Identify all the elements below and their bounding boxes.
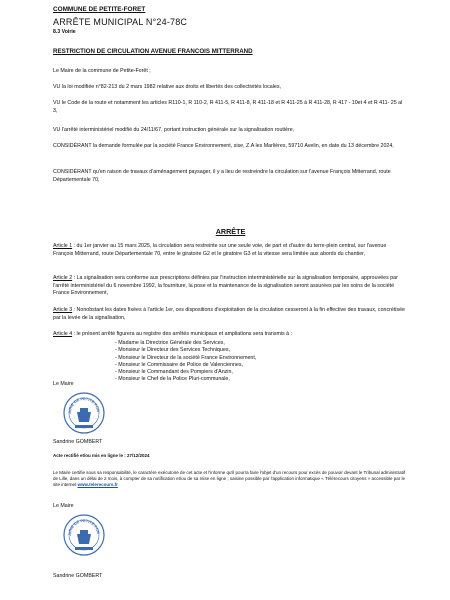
telerecours-link[interactable]: www.telerecours.fr: [77, 482, 118, 488]
article-3: [53, 307, 408, 322]
article-2-label: Article 2: [53, 275, 73, 281]
arrete-number: ARRÊTE MUNICIPAL N°24-78C: [53, 17, 188, 27]
article-3-label: Article 3: [53, 307, 73, 313]
signature-2-name: Sandrine GOMBERT: [53, 573, 103, 579]
article-2: [53, 275, 408, 298]
seal-2-text: AIRIE DE PETITE-FOR: [67, 518, 100, 536]
list-item: - Monsieur le Chef de la Police Pluri-communale,: [115, 376, 230, 383]
list-item: - Monsieur le Commissaire de Police de Valenciennes,: [115, 361, 243, 368]
arrete-heading: ARRÊTE: [215, 227, 246, 236]
arrete-subject: RESTRICTION DE CIRCULATION AVENUE FRANCOIS MITTERRAND: [53, 48, 253, 55]
preamble-vu-code-route: VU le Code de la route et notamment les articles R110-1, R 110-2, R 411-5, R 411-8, R 411-18 et R 411-25 à R 411-28, R 417 - 10et 4 et R 411- 25 al 3,: [53, 100, 403, 114]
signature-2-role: Le Maire: [53, 503, 74, 509]
signature-1-role: Le Maire: [53, 381, 74, 387]
publication-date: Acte rectifié et/ou mis en ligne le : 27/12/2024: [53, 453, 150, 458]
article-4: [53, 331, 408, 339]
article-2-text: : La signalisation sera conforme aux prescriptions définies par l'instruction interministérielle sur la signalisation temporaire, approuvées par l'arrêté interministériel du 6 novembre 1992, la fourniture, la pose et la maintenance de la signalisation seront assurées par les soins de la société France Environnement,: [53, 275, 398, 297]
preamble-vu-loi: VU la loi modifiée n°82-213 du 2 mars 1982 relative aux droits et libertés des collectivités locales,: [53, 84, 281, 90]
preamble-considerant-demande: CONSIDÉRANT la demande formulée par la société France Environnement, sise, Z.A les Marlières, 59710 Avelin, en date du 13 décembre 2024,: [53, 143, 394, 149]
service-code: 8.3 Voirie: [53, 29, 76, 35]
municipal-seal-1: [63, 392, 105, 434]
seal-1-text: AIRIE DE PETITE-FOR: [67, 396, 100, 414]
article-4-text: : le présent arrêté figurera au registre des arrêtés municipaux et ampliations sera transmis à :: [72, 331, 293, 337]
article-3-text: : Nonobstant les dates fixées à l'article 1er, ces dispositions d'exploitation de la circulation cesseront à la fin effective des travaux, concrétisée par la levée de la signalisation,: [53, 307, 406, 321]
preamble-vu-arrete: VU l'arrêté interministériel modifié du 24/11/67, portant instruction générale sur la signalisation routière,: [53, 127, 295, 133]
commune-name: COMMUNE DE PETITE-FORET: [53, 6, 146, 13]
article-1: [53, 243, 408, 258]
signature-1-name: Sandrine GOMBERT: [53, 439, 103, 445]
ampliation-list: [115, 340, 408, 384]
article-4-label: Article 4: [53, 331, 73, 337]
municipal-seal-2: [63, 514, 105, 556]
article-1-label: Article 1: [53, 243, 73, 249]
list-item: - Monsieur le Directeur de la société France Environnement,: [115, 354, 257, 361]
preamble-considerant-travaux: CONSIDÉRANT qu'en raison de travaux d'aménagement paysager, il y a lieu de restreindre la circulation sur l'avenue François Mitterrand, route Départementale 70,: [53, 169, 391, 183]
legal-notice-text: Le Maire certifie sous sa responsabilité, le caractère exécutoire de cet acte et l'informe qu'il pourra faire l'objet d'un recours pour excès de pouvoir devant le Tribunal administratif de Lille, dans un délai de 2 mois, à compter de sa notification et/ou de sa mise en ligne ; saisine possible par l'application informatique « Télérecours citoyens » accessible par le site internet: [53, 469, 406, 488]
article-1-text: : du 1er janvier au 15 mars 2025, la circulation sera restreinte sur une seule voie, de part et d'autre du terre-plein central, sur l'avenue François Mitterrand, route Départementale 70, entre le giratoire G2 et le giratoire G3 et la vitesse sera limitée aux abords du chantier,: [53, 243, 387, 257]
list-item: - Madame la Directrice Générale des Services,: [115, 340, 225, 346]
preamble-mayor: Le Maire de la commune de Petite-Forêt ;: [53, 68, 151, 74]
list-item: - Monsieur le Directeur des Services Techniques,: [115, 347, 231, 354]
list-item: - Monsieur le Commandant des Pompiers d'Anzin,: [115, 369, 233, 376]
legal-notice: [53, 470, 408, 489]
